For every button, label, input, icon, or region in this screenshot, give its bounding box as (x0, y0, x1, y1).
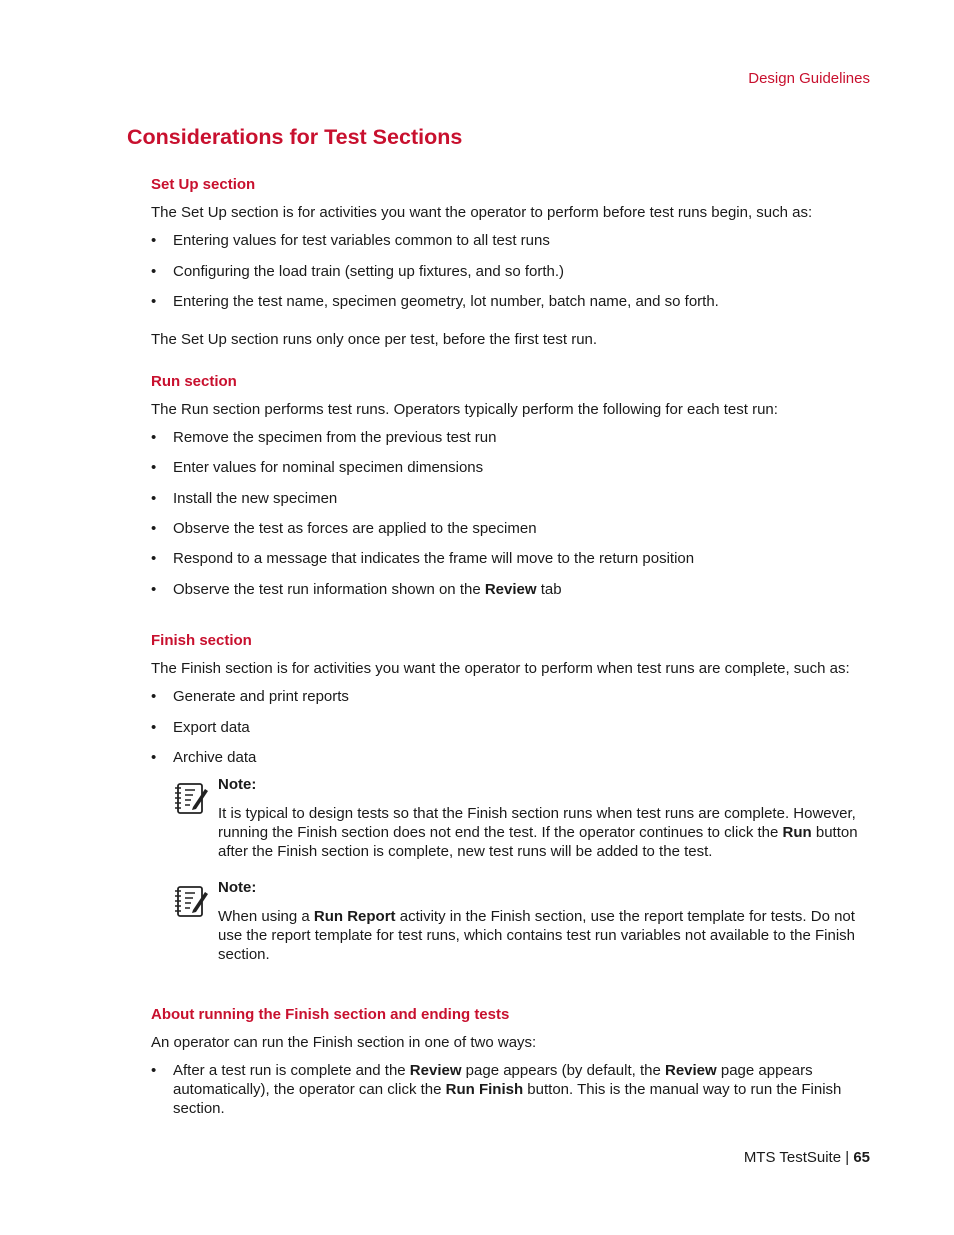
note-title: Note: (218, 879, 257, 896)
page-title: Considerations for Test Sections (127, 125, 463, 149)
note-body: It is typical to design tests so that the Finish section runs when test runs are complete. However, running the Finish section does not end the test. If the operator continues to click the Run button after the Finish section is complete, new test runs will be added to the test. (218, 805, 858, 860)
run-intro: The Run section performs test runs. Operators typically perform the following for each test run: (151, 401, 778, 418)
footer-product: MTS TestSuite (743, 1149, 842, 1166)
finish-heading: Finish section (151, 632, 252, 649)
about-heading: About running the Finish section and ending tests (151, 1006, 510, 1023)
note-pad-icon (173, 883, 209, 919)
setup-heading: Set Up section (151, 176, 256, 193)
page-footer (600, 1149, 870, 1166)
note-pad-icon (173, 780, 209, 816)
setup-outro: The Set Up section runs only once per test, before the first test run. (151, 331, 598, 348)
finish-intro: The Finish section is for activities you want the operator to perform when test runs are complete, such as: (151, 660, 850, 677)
note-body: When using a Run Report activity in the Finish section, use the report template for tests. Do not use the report template for test runs, which contains test run variables not available to the Finish section. (218, 908, 856, 963)
footer-separator: | (841, 1149, 854, 1166)
run-heading: Run section (151, 373, 237, 390)
running-header: Design Guidelines (748, 70, 870, 87)
page-number: 65 (853, 1149, 870, 1166)
setup-intro: The Set Up section is for activities you want the operator to perform before test runs begin, such as: (151, 204, 813, 221)
about-intro: An operator can run the Finish section in one of two ways: (151, 1034, 537, 1051)
note-title: Note: (218, 776, 257, 793)
